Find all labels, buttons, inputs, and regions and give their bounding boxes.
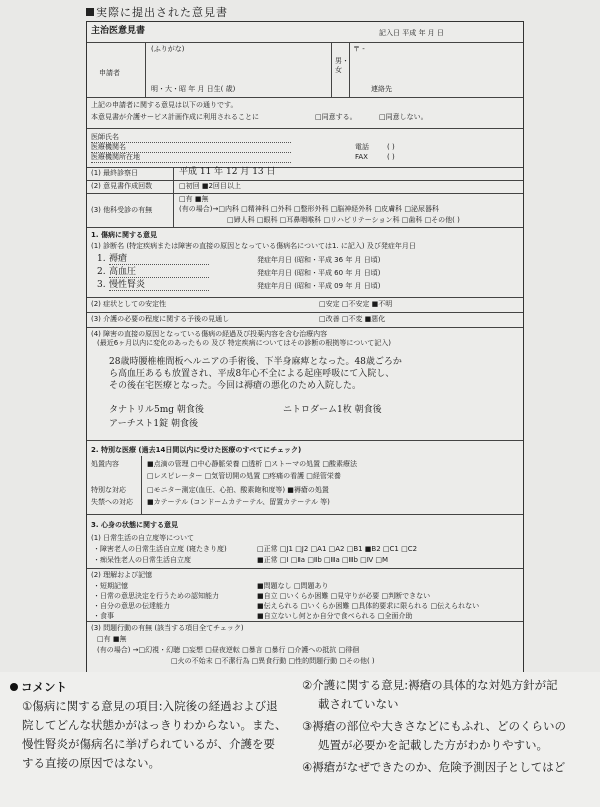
behavior-yesno[interactable]: □有 ■無 xyxy=(97,635,127,643)
diag-num: 2. xyxy=(97,267,106,277)
phone-label: 電話 xyxy=(355,143,369,151)
consent-section xyxy=(87,98,523,129)
diag-name: 高血圧 xyxy=(109,268,209,278)
memory-label: (2) 理解および記憶 xyxy=(91,571,153,579)
fax-label: FAX xyxy=(355,153,368,161)
comment-line: する直接の原因ではない。 xyxy=(22,756,160,770)
stability-label: (2) 症状としての安定性 xyxy=(91,300,167,308)
communication-label: ・自分の意思の伝達能力 xyxy=(93,602,170,610)
sec2-title: 2. 特別な医療 (過去14日間以内に受けた医療のすべてにチェック) xyxy=(91,446,302,454)
behavior-label: (3) 問題行動の有無 (該当する項目全てチェック) xyxy=(91,624,244,632)
comment-line: ①傷病に関する意見の項目:入院後の経過および退 xyxy=(22,699,278,713)
communication-options[interactable]: ■伝えられる □いくらか困難 □具体的要求に限られる □伝えられない xyxy=(257,602,480,610)
other-dept-options1[interactable]: (有の場合)→□内科 □精神科 □外科 □整形外科 □脳神経外科 □皮膚科 □泌尿器科 xyxy=(179,205,439,213)
prognosis-options[interactable]: □改善 □不変 ■悪化 xyxy=(319,315,386,323)
adl-box xyxy=(87,532,523,569)
last-exam-row xyxy=(87,168,523,181)
applicant-label: 申請者 xyxy=(99,69,120,77)
record-date: 記入日 平成 年 月 日 xyxy=(379,29,444,37)
fax-value: ( ) xyxy=(387,153,395,161)
sec1-title-row xyxy=(87,228,523,240)
doctor-section xyxy=(87,129,523,168)
course-sub: (最近6ヶ月以内に変化のあったもの 及び 特定疾病についてはその診断の根拠等について記入) xyxy=(97,339,392,347)
sec2-title-row xyxy=(87,441,523,455)
postal-code: 〒 - xyxy=(353,45,365,53)
bedridden-options[interactable]: □正常 □J1 □J2 □A1 □A2 □B1 ■B2 □C1 □C2 xyxy=(257,545,418,553)
institution-address-label: 医療機関所在地 xyxy=(91,153,291,163)
decision-options[interactable]: ■自立 □いくらか困難 □見守りが必要 □判断できない xyxy=(257,592,431,600)
title-row xyxy=(87,22,523,43)
bedridden-label: ・障害老人の日常生活自立度 (寝たきり度) xyxy=(93,545,227,553)
prognosis-row xyxy=(87,313,523,328)
document-header: 実際に提出された意見書 xyxy=(86,4,228,20)
course-label: (4) 障害の直接の原因となっている傷病の経過及び投薬内容を含む治療内容 xyxy=(91,330,328,338)
doctor-opinion-form xyxy=(86,21,524,673)
comment-line: 載されていない xyxy=(318,697,399,711)
doctor-name-label: 医師氏名 xyxy=(91,133,291,143)
comment-line: 処置が必要かを記載した方がわかりやすい。 xyxy=(318,738,548,752)
care-label: 処置内容 xyxy=(91,460,119,468)
diag-num: 3. xyxy=(97,280,106,290)
care-label: 失禁への対応 xyxy=(91,498,133,506)
contact-label: 連絡先 xyxy=(371,85,392,93)
last-exam-label: (1) 最終診察日 xyxy=(91,169,139,177)
medication: タナトリル5mg 朝食後 xyxy=(109,405,204,415)
opinion-count-label: (2) 意見書作成回数 xyxy=(91,182,153,190)
dementia-label: ・痴呆性老人の日常生活自立度 xyxy=(93,556,191,564)
diag-onset: 発症年月日 (昭和・平成 60 年 月 日頃) xyxy=(257,269,381,277)
adl-label: (1) 日常生活の自立度等について xyxy=(91,534,195,542)
institution-label: 医療機関名 xyxy=(91,143,291,153)
comment-line: ③褥瘡の部位や大きさなどにもふれ、どのくらいの xyxy=(302,719,566,733)
consent-agree[interactable]: □同意する。 xyxy=(315,113,357,121)
meal-options[interactable]: ■自立ないし何とか自分で食べられる □全面介助 xyxy=(257,612,413,620)
opinion-count-options[interactable]: □初回 ■2回目以上 xyxy=(179,182,241,190)
consent-disagree[interactable]: □同意しない。 xyxy=(379,113,428,121)
diag-num: 1. xyxy=(97,254,106,264)
treatment-course-box xyxy=(87,328,523,441)
care-items[interactable]: □レスピレーター □気管切開の処置 □疼痛の看護 □経管栄養 xyxy=(147,472,341,480)
comment-section xyxy=(0,672,600,807)
meal-label: ・食事 xyxy=(93,612,114,620)
dementia-options[interactable]: ■正常 □Ⅰ □Ⅱa □Ⅱb □Ⅲa □Ⅲb □Ⅳ □M xyxy=(257,556,389,564)
care-items[interactable]: □モニター測定(血圧、心拍、酸素飽和度等) ■褥瘡の処置 xyxy=(147,486,329,494)
other-dept-label: (3) 他科受診の有無 xyxy=(91,206,153,214)
comment-line: ④褥瘡がなぜできたのか、危険予測因子としてはど xyxy=(302,760,566,774)
phone-value: ( ) xyxy=(387,143,395,151)
medication: ニトロダーム1枚 朝食後 xyxy=(283,405,382,415)
form-title: 主治医意見書 xyxy=(91,26,146,36)
other-dept-row xyxy=(87,194,523,228)
medication: アーチスト1錠 朝食後 xyxy=(109,419,198,429)
birth-date: 明・大・昭 年 月 日生( 歳) xyxy=(151,85,236,93)
consent-line2: 本意見書が介護サービス計画作成に利用されることに xyxy=(91,113,259,121)
shortterm-options[interactable]: ■問題なし □問題あり xyxy=(257,582,329,590)
comment-line: ②介護に関する意見:褥瘡の具体的な対処方針が記 xyxy=(302,678,558,692)
comment-line: 慢性腎炎が傷病名に挙げられているが、介護を要 xyxy=(22,737,275,751)
care-label: 特別な対応 xyxy=(91,486,126,494)
comment-line: 院してどんな状態かがはっきりわからない。また、 xyxy=(22,718,287,732)
memory-box xyxy=(87,569,523,622)
bullet-icon xyxy=(10,683,18,691)
square-bullet-icon xyxy=(86,8,94,16)
diag-name: 褥瘡 xyxy=(109,255,209,265)
decision-label: ・日常の意思決定を行うための認知能力 xyxy=(93,592,219,600)
sec3-title: 3. 心身の状態に関する意見 xyxy=(91,521,178,529)
diagnosis-label: (1) 診断名 (特定疾病または障害の直接の原因となっている傷病名については1. に記入) 及び発症年月日 xyxy=(91,242,416,250)
care-items[interactable]: ■カテーテル (コンドームカテーテル、留置カテーテル 等) xyxy=(147,498,330,506)
care-items[interactable]: ■点滴の管理 □中心静脈栄養 □透析 □ストーマの処置 □酸素療法 xyxy=(147,460,357,468)
sex-label: 男・女 xyxy=(335,57,349,74)
other-dept-yesno[interactable]: □有 ■無 xyxy=(179,195,209,203)
behavior-options2[interactable]: □火の不始末 □不潔行為 □異食行動 □性的問題行動 □その他( ) xyxy=(171,657,375,665)
special-care-box xyxy=(87,456,523,515)
diag-onset: 発症年月日 (昭和・平成 36 年 月 日頃) xyxy=(257,256,381,264)
sec1-title: 1. 傷病に関する意見 xyxy=(91,231,157,239)
course-text-line: 28歳時腰椎椎間板ヘルニアの手術後、下半身麻痺となった。48歳ごろか xyxy=(109,357,402,367)
sec3-title-row xyxy=(87,515,523,531)
last-exam-value: 平成 11 年 12 月 13 日 xyxy=(179,167,276,177)
consent-line1: 上記の申請者に関する意見は以下の通りです。 xyxy=(91,101,238,109)
prognosis-label: (3) 介護の必要の程度に関する予後の見通し xyxy=(91,315,230,323)
behavior-options1[interactable]: (有の場合) →□幻視・幻聴 □妄想 □昼夜逆転 □暴言 □暴行 □介護への抵抗 □徘徊 xyxy=(97,646,360,654)
diag-name: 慢性腎炎 xyxy=(109,281,209,291)
shortterm-label: ・短期記憶 xyxy=(93,582,128,590)
opinion-count-row xyxy=(87,181,523,194)
stability-options[interactable]: □安定 □不安定 ■不明 xyxy=(319,300,393,308)
comment-title: コメント xyxy=(10,678,67,697)
course-text-line: その後在宅医療となった。今回は褥瘡の悪化のため入院した。 xyxy=(109,381,362,391)
furigana-label: (ふりがな) xyxy=(151,45,185,53)
stability-row xyxy=(87,298,523,313)
course-text-line: ら高血圧あるも放置され、平成8年心不全による起座呼吸にて入院し、 xyxy=(109,369,395,379)
diag-onset: 発症年月日 (昭和・平成 09 年 月 日頃) xyxy=(257,282,381,290)
diagnosis-box xyxy=(87,241,523,298)
applicant-section xyxy=(87,43,523,98)
other-dept-options2[interactable]: □婦人科 □眼科 □耳鼻咽喉科 □リハビリテーション科 □歯科 □その他( ) xyxy=(227,216,460,224)
behavior-box xyxy=(87,622,523,672)
